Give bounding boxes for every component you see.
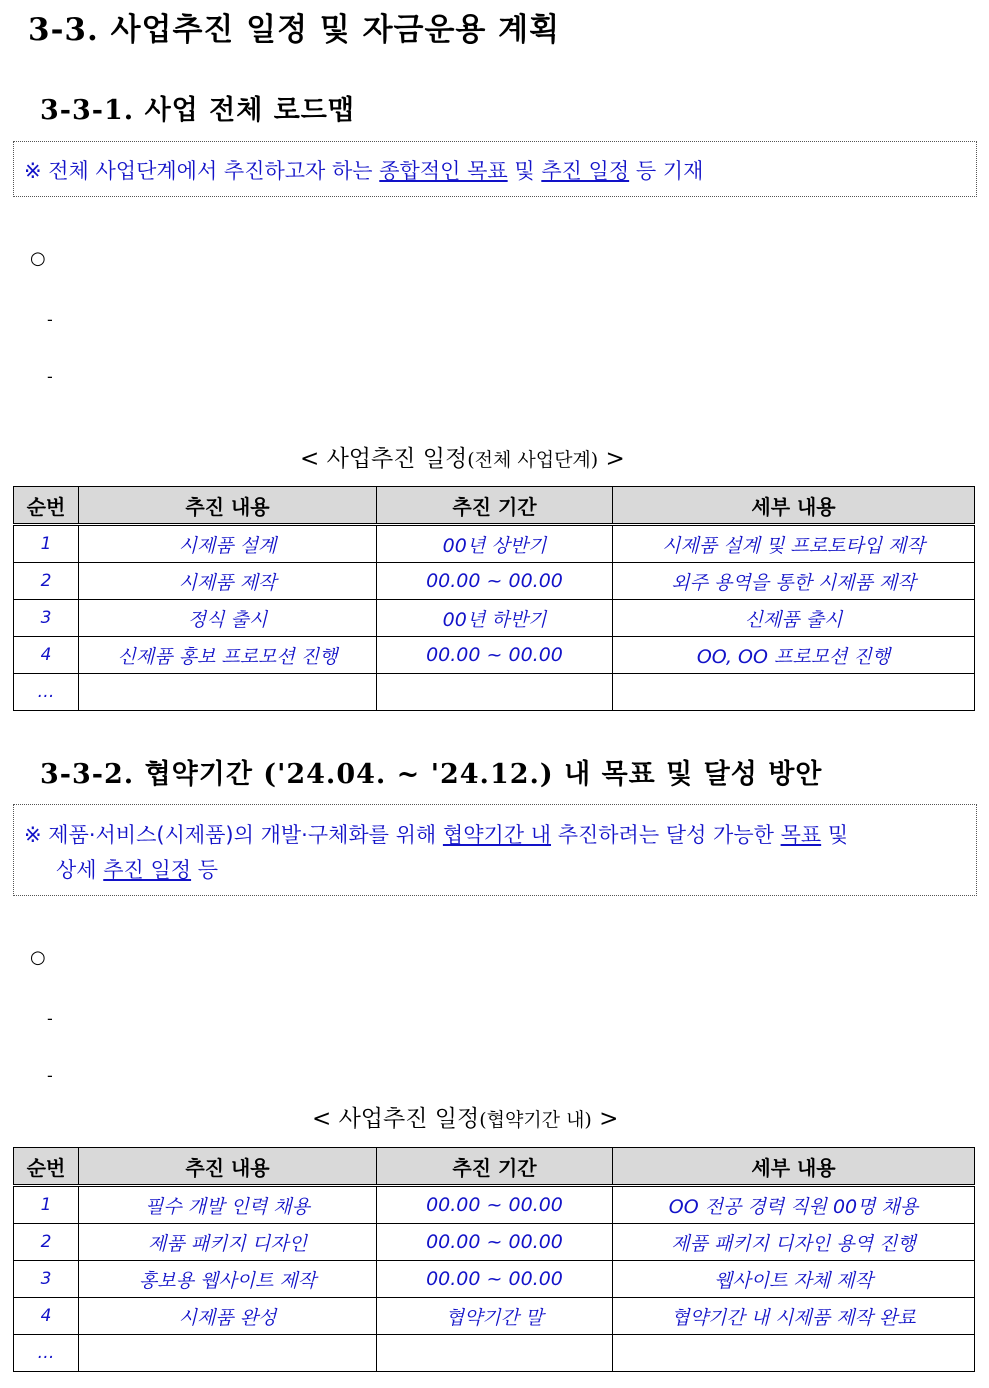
bullet-dash: - bbox=[47, 1066, 53, 1085]
table-cell: 1 bbox=[14, 525, 79, 563]
table-cell: 00.00 ~ 00.00 bbox=[377, 637, 613, 674]
table-cell bbox=[79, 1335, 377, 1372]
table-cell: 00.00 ~ 00.00 bbox=[377, 1186, 613, 1224]
table-cell: 2 bbox=[14, 1224, 79, 1261]
table-cell: 00.00 ~ 00.00 bbox=[377, 1224, 613, 1261]
section-title: 3-3. 사업추진 일정 및 자금운용 계획 bbox=[28, 12, 561, 48]
table-cell: 00년 하반기 bbox=[377, 600, 613, 637]
table-caption-roadmap: < 사업추진 일정(전체 사업단계) > bbox=[300, 446, 625, 472]
subsection-title-agreement-period: 3-3-2. 협약기간 ('24.04. ~ '24.12.) 내 목표 및 달성 방안 bbox=[40, 759, 823, 790]
column-header: 세부 내용 bbox=[613, 1148, 975, 1186]
table-cell bbox=[613, 674, 975, 711]
table-row bbox=[14, 637, 975, 674]
table-cell: 신제품 홍보 프로모션 진행 bbox=[79, 637, 377, 674]
table-cell: 1 bbox=[14, 1186, 79, 1224]
table-cell: 협약기간 말 bbox=[377, 1298, 613, 1335]
table-cell: … bbox=[14, 1335, 79, 1372]
table-row bbox=[14, 1224, 975, 1261]
subsection-title-roadmap: 3-3-1. 사업 전체 로드맵 bbox=[40, 95, 355, 126]
bullet-circle: ○ bbox=[30, 248, 46, 269]
table-cell: OO 전공 경력 직원 00명 채용 bbox=[613, 1186, 975, 1224]
column-header: 세부 내용 bbox=[613, 487, 975, 525]
table-cell: 00년 상반기 bbox=[377, 525, 613, 563]
column-header: 추진 기간 bbox=[377, 487, 613, 525]
table-cell: 00.00 ~ 00.00 bbox=[377, 563, 613, 600]
table-cell: 시제품 제작 bbox=[79, 563, 377, 600]
table-cell: 제품 패키지 디자인 bbox=[79, 1224, 377, 1261]
column-header: 추진 기간 bbox=[377, 1148, 613, 1186]
table-cell bbox=[377, 674, 613, 711]
table-cell: 협약기간 내 시제품 제작 완료 bbox=[613, 1298, 975, 1335]
column-header: 추진 내용 bbox=[79, 487, 377, 525]
table-cell: 외주 용역을 통한 시제품 제작 bbox=[613, 563, 975, 600]
table-cell: 3 bbox=[14, 1261, 79, 1298]
bullet-dash: - bbox=[47, 310, 53, 329]
table-cell: 4 bbox=[14, 637, 79, 674]
table-row bbox=[14, 1298, 975, 1335]
bullet-dash: - bbox=[47, 1009, 53, 1028]
guide-note-agreement-period: ※ 제품·서비스(시제품)의 개발·구체화를 위해 협약기간 내 추진하려는 달성 가능한 목표 및 상세 추진 일정 등 bbox=[13, 804, 977, 896]
table-row bbox=[14, 674, 975, 711]
table-cell: 시제품 완성 bbox=[79, 1298, 377, 1335]
table-cell: 필수 개발 인력 채용 bbox=[79, 1186, 377, 1224]
schedule-table-agreement-period bbox=[13, 1147, 975, 1372]
table-cell: OO, OO 프로모션 진행 bbox=[613, 637, 975, 674]
column-header: 순번 bbox=[14, 487, 79, 525]
bullet-circle: ○ bbox=[30, 947, 46, 968]
table-cell: 4 bbox=[14, 1298, 79, 1335]
table-row bbox=[14, 600, 975, 637]
column-header: 순번 bbox=[14, 1148, 79, 1186]
table-cell bbox=[613, 1335, 975, 1372]
table-cell: 시제품 설계 및 프로토타입 제작 bbox=[613, 525, 975, 563]
table-cell: 신제품 출시 bbox=[613, 600, 975, 637]
table-cell: 제품 패키지 디자인 용역 진행 bbox=[613, 1224, 975, 1261]
table-cell: 홍보용 웹사이트 제작 bbox=[79, 1261, 377, 1298]
table-cell: … bbox=[14, 674, 79, 711]
table-row bbox=[14, 1261, 975, 1298]
table-cell: 00.00 ~ 00.00 bbox=[377, 1261, 613, 1298]
table-row bbox=[14, 563, 975, 600]
column-header: 추진 내용 bbox=[79, 1148, 377, 1186]
schedule-table-overall bbox=[13, 486, 975, 711]
table-cell: 2 bbox=[14, 563, 79, 600]
table-cell bbox=[377, 1335, 613, 1372]
table-row bbox=[14, 1335, 975, 1372]
table-row bbox=[14, 525, 975, 563]
table-cell: 정식 출시 bbox=[79, 600, 377, 637]
table-row bbox=[14, 1186, 975, 1224]
table-cell: 웹사이트 자체 제작 bbox=[613, 1261, 975, 1298]
table-cell: 3 bbox=[14, 600, 79, 637]
bullet-dash: - bbox=[47, 367, 53, 386]
table-cell bbox=[79, 674, 377, 711]
table-caption-agreement-period: < 사업추진 일정(협약기간 내) > bbox=[312, 1106, 619, 1132]
guide-note-roadmap: ※ 전체 사업단계에서 추진하고자 하는 종합적인 목표 및 추진 일정 등 기재 bbox=[13, 141, 977, 197]
table-cell: 시제품 설계 bbox=[79, 525, 377, 563]
